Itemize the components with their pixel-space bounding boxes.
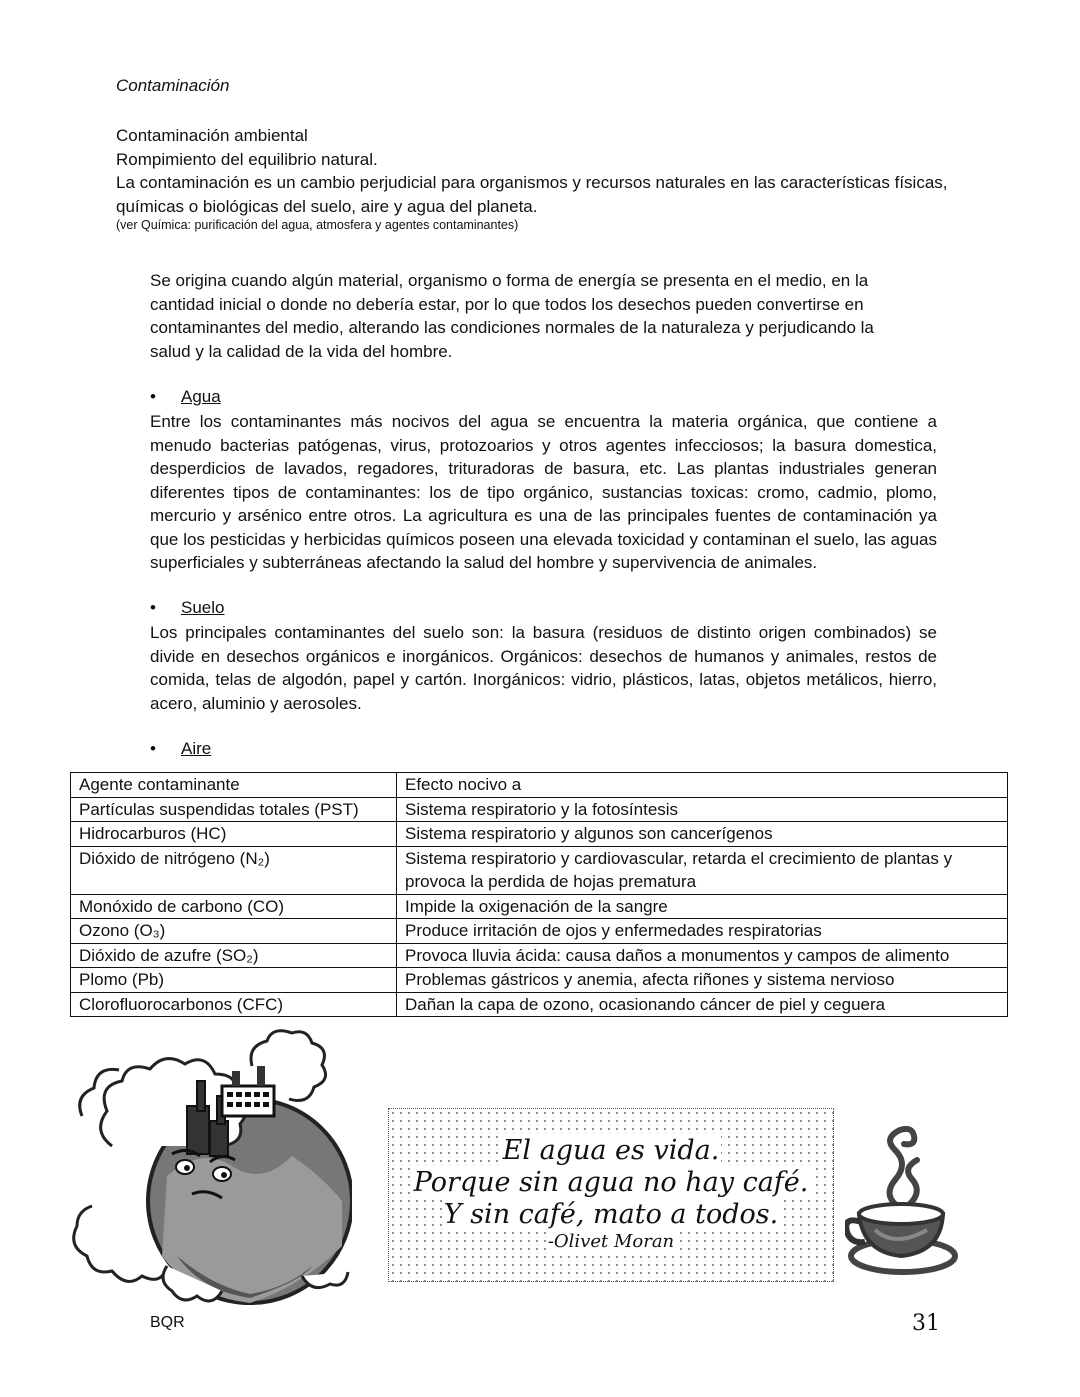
table-cell-effect: Problemas gástricos y anemia, afecta riñones y sistema nervioso — [397, 968, 1008, 993]
page-title: Contaminación — [116, 76, 230, 95]
table-cell-agent: Dióxido de azufre (SO₂) — [71, 943, 397, 968]
table-row — [71, 919, 1008, 944]
footer-left: BQR — [150, 1314, 185, 1331]
table-cell-effect: Produce irritación de ojos y enfermedades respiratorias — [397, 919, 1008, 944]
polluted-earth-icon — [72, 1026, 352, 1306]
quote-line-1: El agua es vida. — [502, 1135, 720, 1166]
page-number: 31 — [912, 1311, 940, 1336]
quote-line-2: Porque sin agua no hay café. — [413, 1167, 809, 1198]
section-suelo-label: Suelo — [181, 598, 225, 617]
section-suelo-text: Los principales contaminantes del suelo son: la basura (residuos de distinto origen combinados) se divide en desechos orgánicos e inorgánicos. Orgánicos: desechos de humanos y animales, restos de comida, telas de algodón, papel y cartón. Inorgánicos: vidrio, plásticos, latas, objetos metálicos, hierro, acero, aluminio y aerosoles. — [150, 623, 937, 713]
table-row — [71, 968, 1008, 993]
table-header-cell: Efecto nocivo a — [397, 773, 1008, 798]
table-cell-effect: Sistema respiratorio y cardiovascular, retarda el crecimiento de plantas y provoca la perdida de hojas prematura — [397, 846, 1008, 894]
origin-paragraph: Se origina cuando algún material, organismo o forma de energía se presenta en el medio, en la cantidad inicial o donde no debería estar, por lo que todos los desechos pueden convertirse en contaminantes del medio, alterando las condiciones normales de la naturaleza y perjudicando la salud y la calidad de la vida del hombre. — [150, 271, 874, 361]
intro-subheading: Rompimiento del equilibrio natural. — [116, 149, 378, 169]
table-row — [71, 894, 1008, 919]
table-header-cell: Agente contaminante — [71, 773, 397, 798]
quote-author: -Olivet Moran — [547, 1231, 675, 1252]
table-row — [71, 822, 1008, 847]
table-cell-agent: Monóxido de carbono (CO) — [71, 894, 397, 919]
table-cell-agent: Ozono (O₃) — [71, 919, 397, 944]
table-header-row — [71, 773, 1008, 798]
section-agua-label: Agua — [181, 387, 221, 406]
section-agua-text: Entre los contaminantes más nocivos del agua se encuentra la materia orgánica, que contiene a menudo bacterias patógenas, virus, protozoarios y otros agentes infecciosos; la basura domestica, desperdicios de lavados, regadores, trituradoras de basura, etc. Las plantas industriales generan diferentes tipos de contaminantes: los de tipo orgánico, sustancias toxicas: cromo, cadmio, plomo, mercurio y arsénico entre otros. La agricultura es una de las principales fuentes de contaminación ya que los pesticidas y herbicidas químicos poseen una elevada toxicidad y contaminan el suelo, las aguas superficiales y subterráneas afectando la salud del hombre y supervivencia de animales. — [150, 412, 937, 572]
section-agua-heading — [150, 387, 221, 407]
bullet-icon: • — [150, 387, 156, 406]
table-row — [71, 846, 1008, 894]
table-cell-agent: Dióxido de nitrógeno (N₂) — [71, 846, 397, 894]
bullet-icon: • — [150, 739, 156, 758]
air-pollutants-table — [70, 772, 1008, 1017]
table-cell-effect: Provoca lluvia ácida: causa daños a monumentos y campos de alimento — [397, 943, 1008, 968]
table-cell-agent: Plomo (Pb) — [71, 968, 397, 993]
table-cell-effect: Impide la oxigenación de la sangre — [397, 894, 1008, 919]
table-row — [71, 943, 1008, 968]
table-row — [71, 992, 1008, 1017]
coffee-cup-icon — [845, 1118, 960, 1278]
intro-heading: Contaminación ambiental — [116, 126, 308, 145]
section-aire-label: Aire — [181, 739, 212, 758]
table-cell-effect: Sistema respiratorio y algunos son cancerígenos — [397, 822, 1008, 847]
table-cell-effect: Sistema respiratorio y la fotosíntesis — [397, 797, 1008, 822]
intro-reference: (ver Química: purificación del agua, atmosfera y agentes contaminantes) — [116, 218, 519, 232]
quote-line-3: Y sin café, mato a todos. — [443, 1199, 779, 1230]
table-cell-agent: Partículas suspendidas totales (PST) — [71, 797, 397, 822]
intro-block — [116, 124, 996, 218]
table-cell-agent: Hidrocarburos (HC) — [71, 822, 397, 847]
section-aire-heading — [150, 739, 211, 759]
intro-definition: La contaminación es un cambio perjudicial para organismos y recursos naturales en las características físicas, químicas o biológicas del suelo, aire y agua del planeta. — [116, 173, 948, 216]
quote-box — [388, 1108, 834, 1282]
bullet-icon: • — [150, 598, 156, 617]
table-row — [71, 797, 1008, 822]
table-cell-agent: Clorofluorocarbonos (CFC) — [71, 992, 397, 1017]
section-suelo-heading — [150, 598, 224, 618]
table-cell-effect: Dañan la capa de ozono, ocasionando cáncer de piel y ceguera — [397, 992, 1008, 1017]
